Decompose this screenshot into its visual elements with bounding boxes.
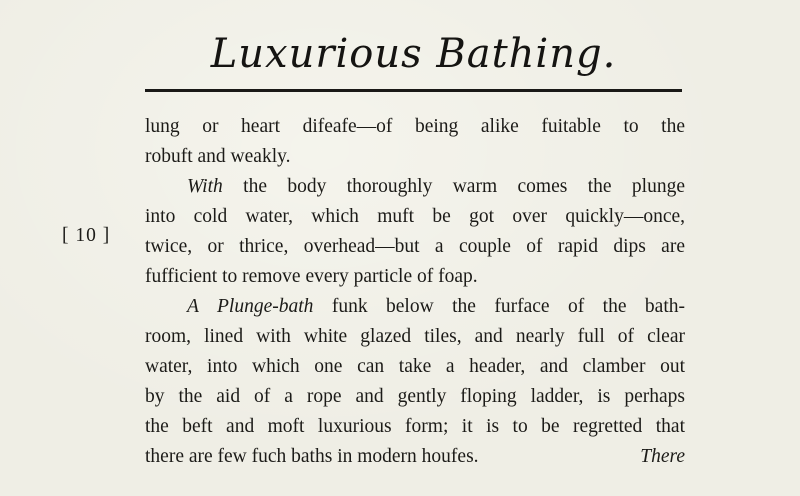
text-line: robuft and weakly.: [145, 146, 291, 167]
text-line: the beft and moft luxurious form; it is to be regretted that: [145, 416, 685, 437]
body-text: [145, 112, 685, 472]
text-line: With the body thoroughly warm comes the plunge: [187, 176, 685, 197]
italic-lead-plunge-bath: A Plunge-bath: [187, 296, 314, 317]
text-line: there are few fuch baths in modern houfes. There: [145, 442, 685, 472]
text-line: room, lined with white glazed tiles, and nearly full of clear: [145, 326, 685, 347]
text-line: water, into which one can take a header, and clamber out: [145, 356, 685, 377]
text-line: lung or heart difeafe—of being alike fuitable to the: [145, 116, 685, 137]
head-rule: [145, 89, 682, 92]
page-number: [ 10 ]: [62, 225, 111, 246]
catchword: There: [640, 446, 685, 467]
text-line: by the aid of a rope and gently floping ladder, is perhaps: [145, 386, 685, 407]
text-line: into cold water, which muft be got over quickly—once,: [145, 206, 685, 227]
running-head: Luxurious Bathing.: [210, 31, 617, 77]
text-line: twice, or thrice, overhead—but a couple of rapid dips are: [145, 236, 685, 257]
text-line: fufficient to remove every particle of foap.: [145, 266, 478, 287]
italic-lead-with: With: [187, 176, 223, 197]
text-line: A Plunge-bath funk below the furface of the bath-: [187, 296, 685, 317]
